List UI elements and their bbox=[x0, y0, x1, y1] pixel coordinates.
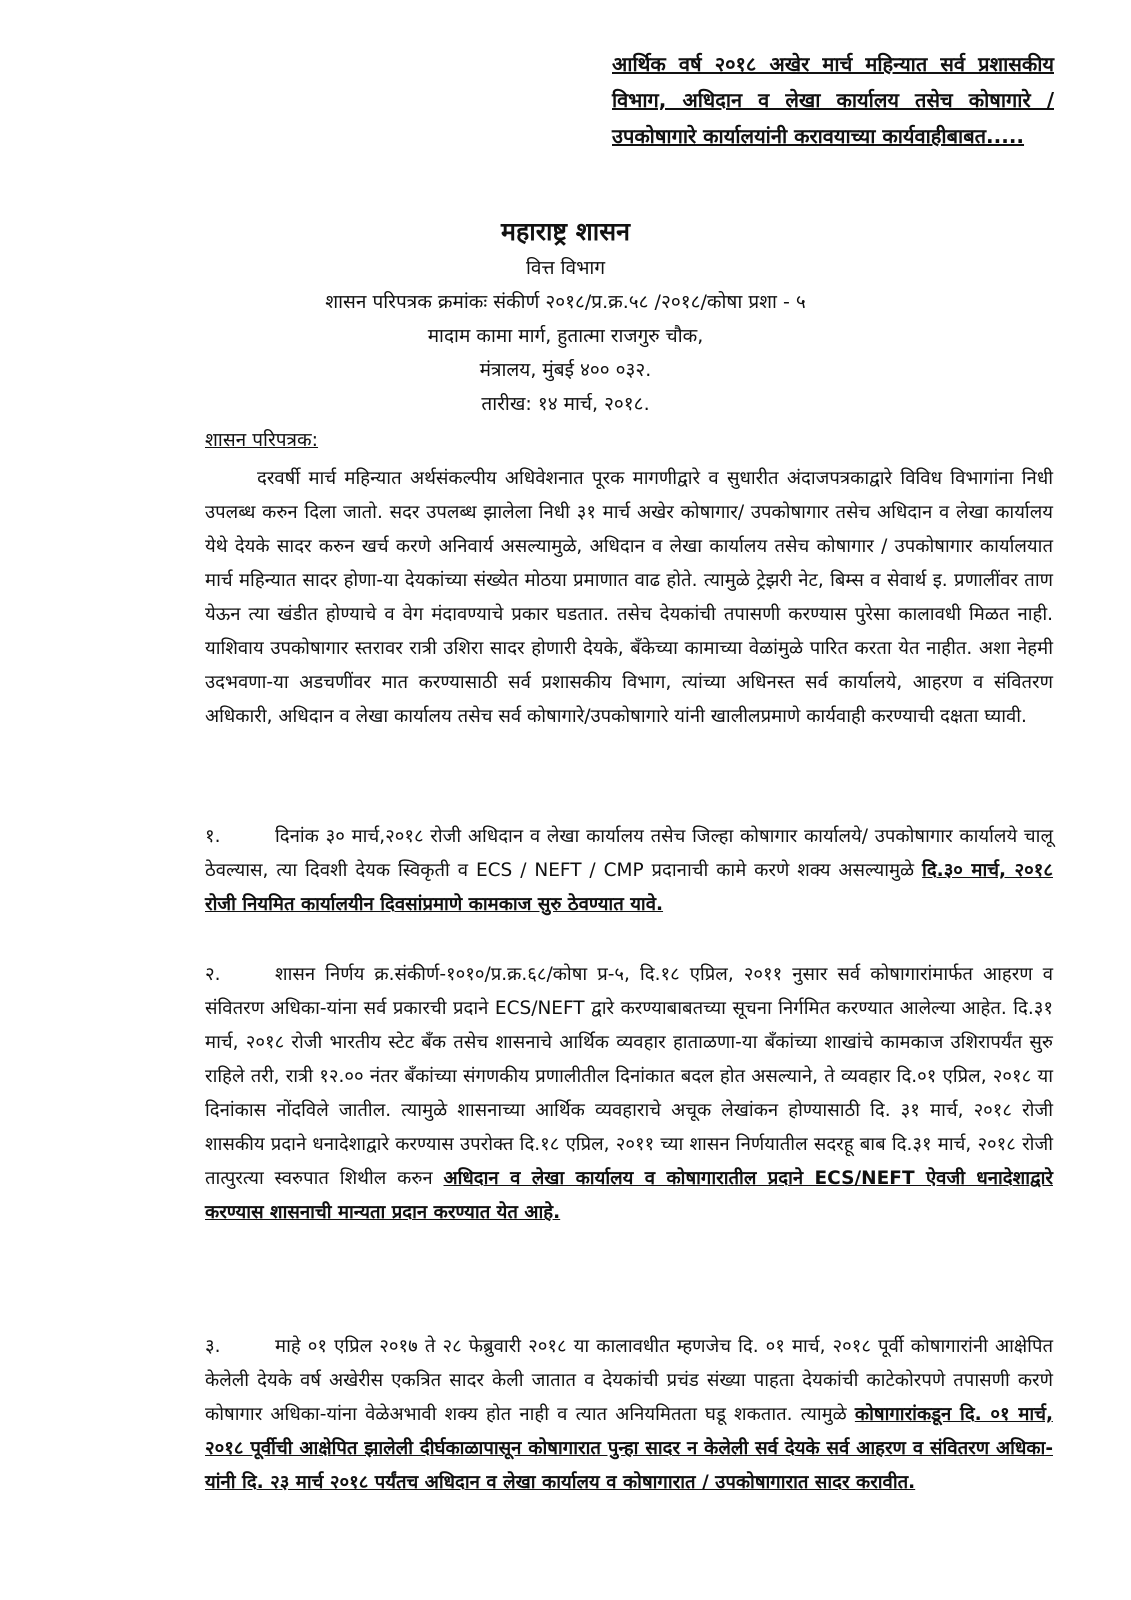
point-text: माहे ०१ एप्रिल २०१७ ते २८ फेब्रुवारी २०१८ या कालावधीत म्हणजेच दि. ०१ मार्च, २०१८ पूर्वी कोषागारांनी आक्षेपित केलेली देयके वर्ष अखेरीस एकत्रित सादर केली जातात व देयकांची प्रचंड संख्या पाहता देयकांची काटेकोरपणे तपासणी करणे कोषागार अधिका-यांना वेळेअभावी शक्य होत नाही व त्यात अनियमितता घडू शकतात. त्यामुळे bbox=[205, 1336, 1053, 1425]
address-line-1: मादाम कामा मार्ग, हुतात्मा राजगुरु चौक, bbox=[427, 325, 704, 347]
point-text: दिनांक ३० मार्च,२०१८ रोजी अधिदान व लेखा कार्यालय तसेच जिल्हा कोषागार कार्यालये/ उपकोषागार कार्यालये चालू ठेवल्यास, त्या दिवशी देयक स्विकृती व ECS / NEFT / CMP प्रदानाची कामे करणे शक्य असल्यामुळे bbox=[205, 826, 1053, 881]
point-number: ३. bbox=[205, 1336, 221, 1357]
point-text: शासन निर्णय क्र.संकीर्ण-१०१०/प्र.क्र.६८/कोषा प्र-५, दि.१८ एप्रिल, २०११ नुसार सर्व कोषागारांमार्फत आहरण व संवितरण अधिका-यांना सर्व प्रकारची प्रदाने ECS/NEFT द्वारे करण्याबाबतच्या सूचना निर्गमित करण्यात आलेल्या आहेत. दि.३१ मार्च, २०१८ रोजी भारतीय स्टेट बँक तसेच शासनाचे आर्थिक व्यवहार हाताळणा-या बँकांच्या शाखांचे कामकाज उशिरापर्यंत सुरु राहिले तरी, रात्री १२.०० नंतर बँकांच्या संगणकीय प्रणालीतील दिनांकात बदल होत असल्याने, ते व्यवहार दि.०१ एप्रिल, २०१८ या दिनांकास नोंदविले जातील. त्यामुळे शासनाच्या आर्थिक व्यवहाराचे अचूक लेखांकन होण्यासाठी दि. ३१ मार्च, २०१८ रोजी शासकीय प्रदाने धनादेशाद्वारे करण्यास उपरोक्त दि.१८ एप्रिल, २०११ च्या शासन निर्णयातील सदरहू बाब दि.३१ मार्च, २०१८ रोजी तात्पुरत्या स्वरुपात शिथील करुन bbox=[205, 964, 1053, 1189]
point-1 bbox=[205, 820, 1053, 922]
subject-heading: आर्थिक वर्ष २०१८ अखेर मार्च महिन्यात सर्व प्रशासकीय विभाग, अधिदान व लेखा कार्यालय तसेच कोषागारे / उपकोषागारे कार्यालयांनी करावयाच्या कार्यवाहीबाबत..... bbox=[612, 52, 1054, 148]
circular-heading: शासन परिपत्रक: bbox=[205, 429, 319, 451]
government-name: महाराष्ट्र शासन bbox=[501, 217, 630, 246]
address-line-2: मंत्रालय, मुंबई ४०० ०३२. bbox=[479, 359, 652, 381]
department-name: वित्त विभाग bbox=[525, 257, 606, 279]
intro-paragraph: दरवर्षी मार्च महिन्यात अर्थसंकल्पीय अधिवेशनात पूरक मागणीद्वारे व सुधारीत अंदाजपत्रकाद्वारे विविध विभागांना निधी उपलब्ध करुन दिला जातो. सदर उपलब्ध झालेला निधी ३१ मार्च अखेर कोषागार/ उपकोषागार तसेच अधिदान व लेखा कार्यालय येथे देयके सादर करुन खर्च करणे अनिवार्य असल्यामुळे, अधिदान व लेखा कार्यालय तसेच कोषागार / उपकोषागार कार्यालयात मार्च महिन्यात सादर होणा-या देयकांच्या संख्येत मोठया प्रमाणात वाढ होते. त्यामुळे ट्रेझरी नेट, बिम्स व सेवार्थ इ. प्रणालींवर ताण येऊन त्या खंडीत होण्याचे व वेग मंदावण्याचे प्रकार घडतात. तसेच देयकांची तपासणी करण्यास पुरेसा कालावधी मिळत नाही. याशिवाय उपकोषागार स्तरावर रात्री उशिरा सादर होणारी देयके, बँकेच्या कामाच्या वेळांमुळे पारित करता येत नाहीत. अशा नेहमी उदभवणा-या अडचणींवर मात करण्यासाठी सर्व प्रशासकीय विभाग, त्यांच्या अधिनस्त सर्व कार्यालये, आहरण व संवितरण अधिकारी, अधिदान व लेखा कार्यालय तसेच सर्व कोषागारे/उपकोषागारे यांनी खालीलप्रमाणे कार्यवाही करण्याची दक्षता घ्यावी. bbox=[205, 468, 1053, 727]
circular-reference: शासन परिपत्रक क्रमांकः संकीर्ण २०१८/प्र.क्र.५८ /२०१८/कोषा प्रशा - ५ bbox=[325, 291, 806, 313]
point-number: १. bbox=[205, 826, 221, 847]
point-emphasis: दि.३० मार्च, २०१८ रोजी नियमित कार्यालयीन दिवसांप्रमाणे कामकाज सुरु ठेवण्यात यावे. bbox=[205, 860, 1053, 915]
point-2 bbox=[205, 958, 1053, 1230]
point-3 bbox=[205, 1330, 1053, 1500]
point-emphasis: कोषागारांकडून दि. ०१ मार्च, २०१८ पूर्वीची आक्षेपित झालेली दीर्घकाळापासून कोषागारात पुन्हा सादर न केलेली सर्व देयके सर्व आहरण व संवितरण अधिका-यांनी दि. २३ मार्च २०१८ पर्यंतच अधिदान व लेखा कार्यालय व कोषागारात / उपकोषागारात सादर करावीत. bbox=[205, 1404, 1053, 1493]
point-emphasis: अधिदान व लेखा कार्यालय व कोषागारातील प्रदाने ECS/NEFT ऐवजी धनादेशाद्वारे करण्यास शासनाची मान्यता प्रदान करण्यात येत आहे. bbox=[205, 1168, 1053, 1223]
point-number: २. bbox=[205, 964, 221, 985]
circular-date: तारीख: १४ मार्च, २०१८. bbox=[481, 393, 650, 415]
